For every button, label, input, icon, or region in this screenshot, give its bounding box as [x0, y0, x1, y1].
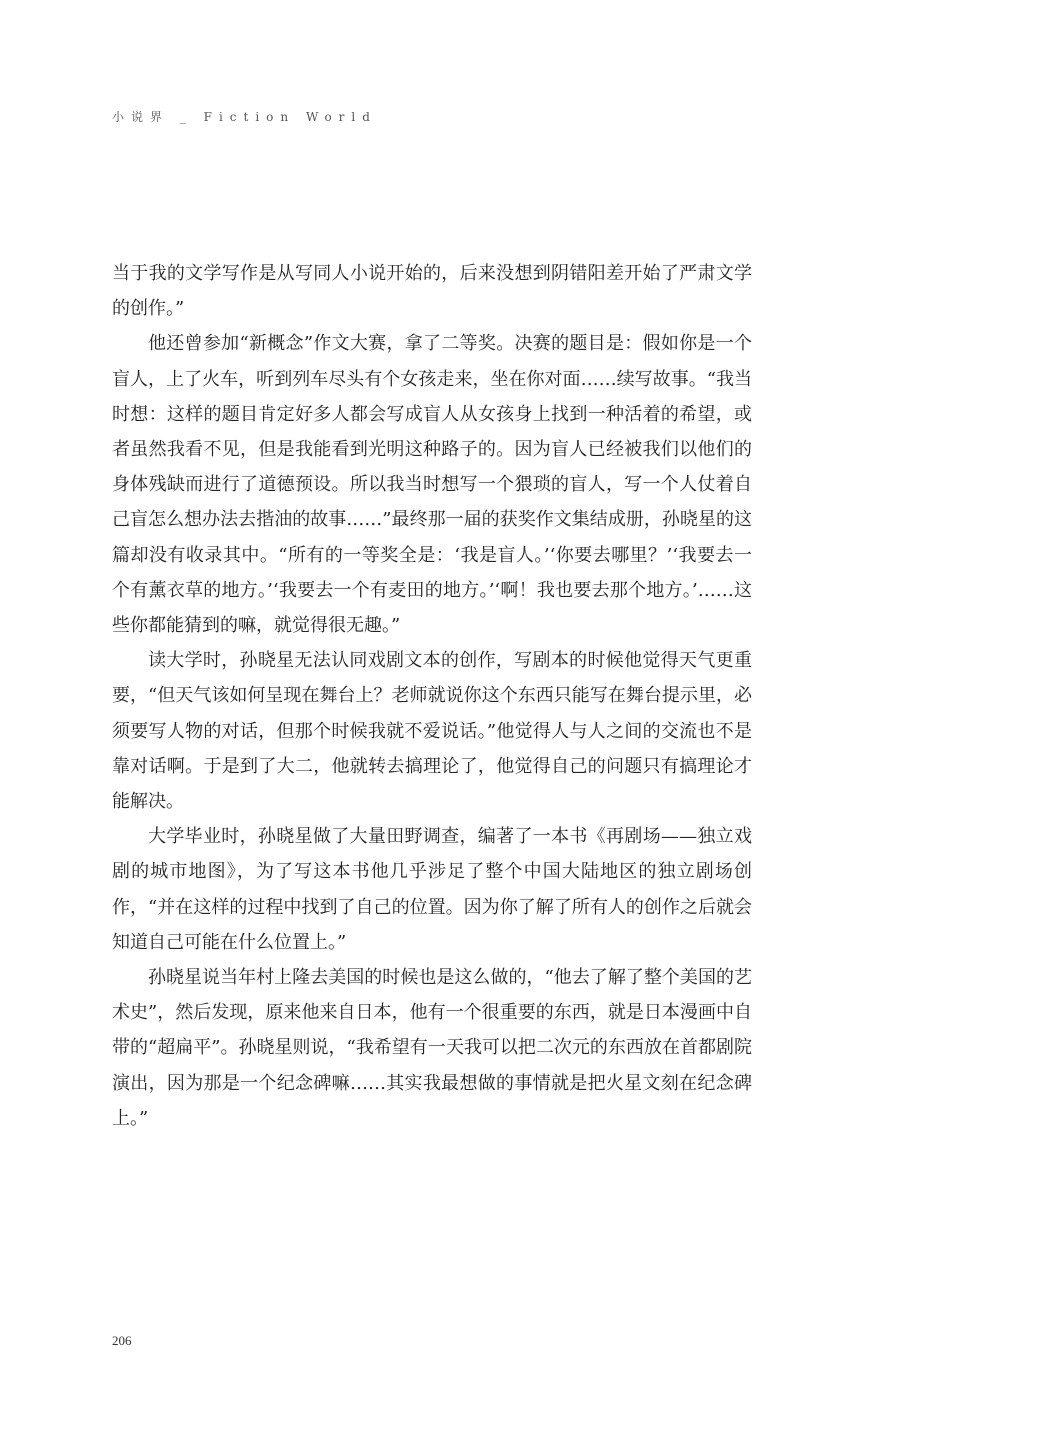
paragraph: 读大学时，孙晓星无法认同戏剧文本的创作，写剧本的时候他觉得天气更重要，“但天气该如何呈现在舞台上？老师就说你这个东西只能写在舞台提示里，必须要写人物的对话，但那个时候我就不爱说话。”他觉得人与人之间的交流也不是靠对话啊。于是到了大二，他就转去搞理论了，他觉得自己的问题只有搞理论才能解决。	[112, 650, 752, 813]
paragraph: 孙晓星说当年村上隆去美国的时候也是这么做的，“他去了解了整个美国的艺术史”，然后发现，原来他来自日本，他有一个很重要的东西，就是日本漫画中自带的“超扁平”。孙晓星则说，“我希望有一天我可以把二次元的东西放在首都剧院演出，因为那是一个纪念碑嘛……其实我最想做的事情就是把火星文刻在纪念碑上。”	[112, 967, 752, 1129]
paragraph-continued: 当于我的文学写作是从写同人小说开始的，后来没想到阴错阳差开始了严肃文学的创作。”	[112, 263, 752, 320]
article-body	[112, 256, 752, 1136]
page-number: 206	[112, 1333, 132, 1348]
paragraph: 他还曾参加“新概念”作文大赛，拿了二等奖。决赛的题目是：假如你是一个盲人，上了火车，听到列车尽头有个女孩走来，坐在你对面……续写故事。“我当时想：这样的题目肯定好多人都会写成盲人从女孩身上找到一种活着的希望，或者虽然我看不见，但是我能看到光明这种路子的。因为盲人已经被我们以他们的身体残缺而进行了道德预设。所以我当时想写一个猥琐的盲人，写一个人仗着自己盲怎么想办法去揩油的故事……”最终那一届的获奖作文集结成册，孙晓星的这篇却没有收录其中。“所有的一等奖全是：‘我是盲人。’‘你要去哪里？’‘我要去一个有薰衣草的地方。’‘我要去一个有麦田的地方。’‘啊！我也要去那个地方。’……这些你都能猜到的嘛，就觉得很无趣。”	[112, 333, 752, 637]
running-head: 小说界 _ Fiction World	[112, 110, 377, 124]
paragraph: 大学毕业时，孙晓星做了大量田野调查，编著了一本书《再剧场——独立戏剧的城市地图》，为了写这本书他几乎涉足了整个中国大陆地区的独立剧场创作，“并在这样的过程中找到了自己的位置。因为你了解了所有人的创作之后就会知道自己可能在什么位置上。”	[112, 826, 752, 953]
